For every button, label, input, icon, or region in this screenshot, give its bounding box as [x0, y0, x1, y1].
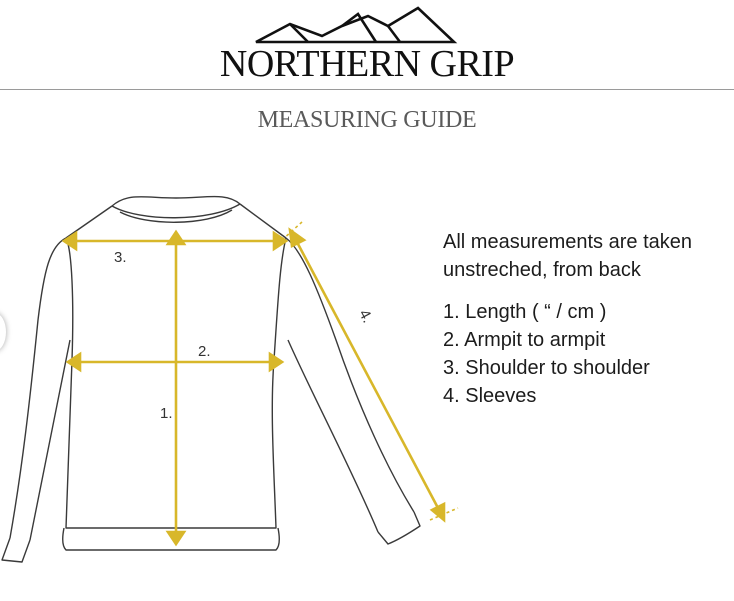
armpit-label: 2.: [198, 343, 211, 360]
intro-line: unstreched, from back: [443, 259, 641, 281]
armpit-arrow-left: [68, 354, 80, 370]
page-title: MEASURING GUIDE: [257, 107, 477, 133]
sleeve-arrow-bottom: [432, 504, 444, 520]
sleeve-guides: [282, 222, 458, 520]
list-item-sleeves: 4. Sleeves: [443, 385, 537, 407]
length-arrow-bottom: [168, 532, 184, 544]
measurement-list: [443, 298, 692, 410]
armpit-arrow-right: [270, 354, 282, 370]
instructions-intro: [443, 228, 692, 284]
measurement-lines: [64, 230, 444, 544]
sweater-diagram: [0, 180, 470, 601]
shoulder-label: 3.: [114, 249, 127, 266]
measurement-instructions: [443, 228, 692, 410]
length-label: 1.: [160, 405, 173, 422]
list-item-length: 1. Length ( “ / cm ): [443, 301, 607, 323]
brand-name: NORTHERN GRIP: [219, 43, 515, 85]
sweater-outline: [2, 197, 420, 563]
header-divider: [0, 89, 734, 90]
sleeve-arrow-top: [290, 230, 304, 246]
list-item-armpit: 2. Armpit to armpit: [443, 329, 606, 351]
intro-line: All measurements are taken: [443, 231, 693, 253]
list-item-shoulder: 3. Shoulder to shoulder: [443, 357, 650, 379]
sleeve-label: 4.: [355, 306, 377, 326]
sleeve-line: [298, 244, 438, 508]
